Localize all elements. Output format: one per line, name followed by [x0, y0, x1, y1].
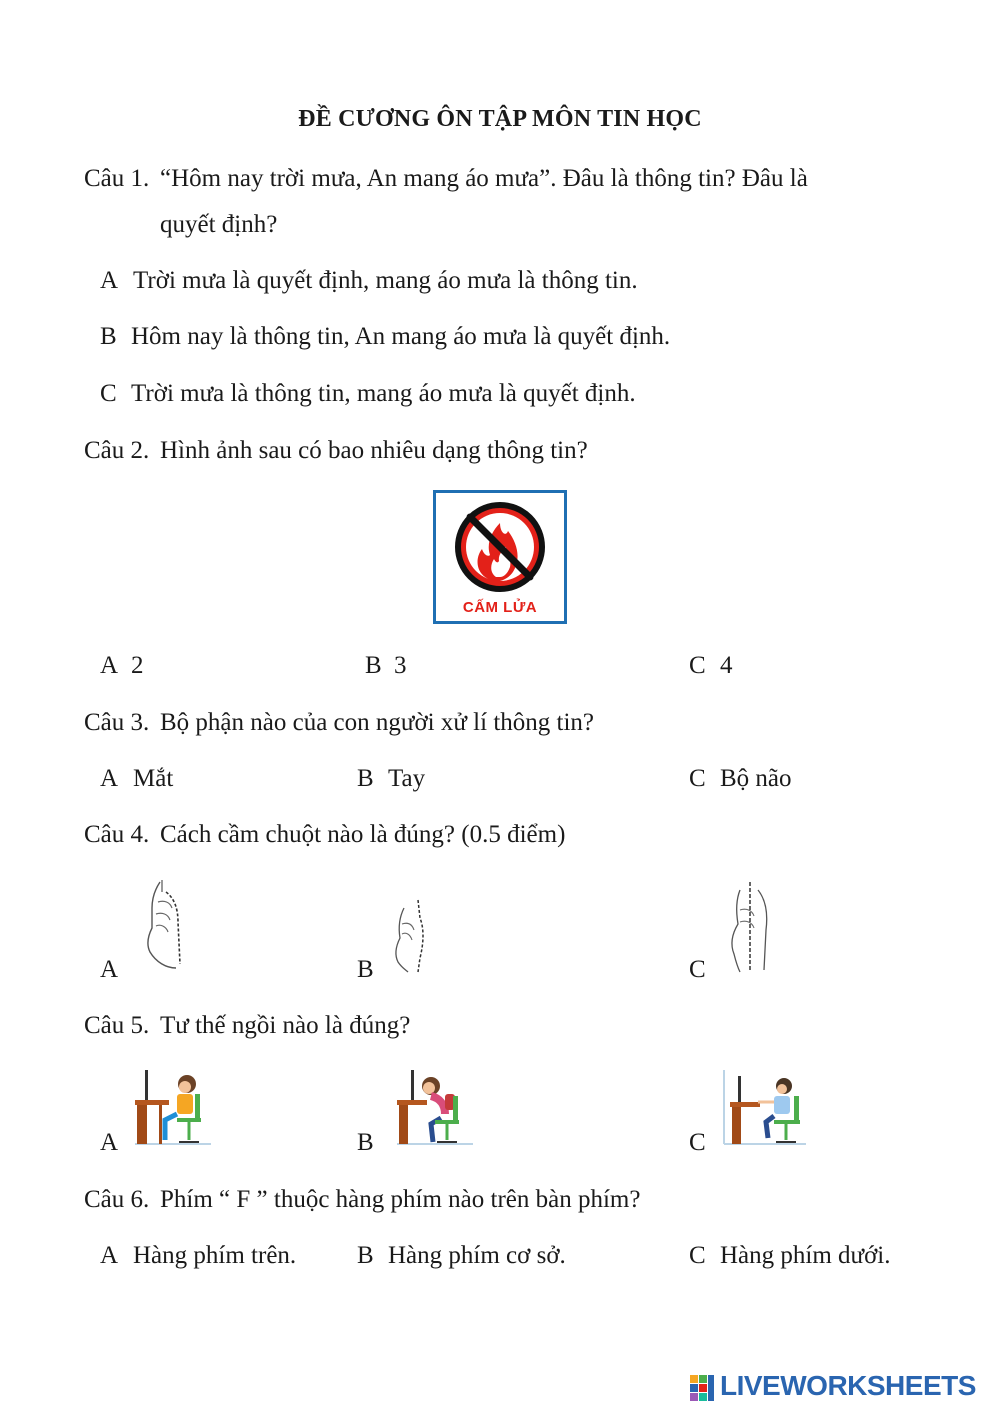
no-fire-sign: [433, 490, 567, 624]
q6-option-b-text[interactable]: Hàng phím cơ sở.: [388, 1242, 566, 1269]
q4-number: Câu 4.: [84, 821, 150, 848]
q6-option-c-text[interactable]: Hàng phím dưới.: [720, 1242, 891, 1269]
hand-mouse-c-icon: [726, 880, 774, 974]
q6-text: Phím “ F ” thuộc hàng phím nào trên bàn phím?: [160, 1186, 641, 1213]
q2-option-a-letter[interactable]: A: [100, 652, 119, 679]
liveworksheets-brand: LIVEWORKSHEETS: [720, 1370, 976, 1401]
liveworksheets-logo[interactable]: [690, 1370, 990, 1403]
q1-number: Câu 1.: [84, 165, 150, 192]
q1-option-c-text[interactable]: Trời mưa là thông tin, mang áo mưa là quyết định.: [131, 380, 636, 407]
q2-text: Hình ảnh sau có bao nhiêu dạng thông tin?: [160, 437, 588, 464]
q6-number: Câu 6.: [84, 1186, 150, 1213]
q3-option-a-text[interactable]: Mắt: [133, 765, 174, 792]
hand-mouse-a-icon: [140, 878, 196, 972]
q3-number: Câu 3.: [84, 709, 150, 736]
sitting-posture-c-icon: [722, 1068, 808, 1148]
q3-option-b-letter[interactable]: B: [357, 765, 374, 792]
q5-option-b-letter[interactable]: B: [357, 1129, 374, 1156]
q1-option-a-letter[interactable]: A: [100, 267, 119, 294]
q3-text: Bộ phận nào của con người xử lí thông tin?: [160, 709, 594, 736]
q6-option-c-letter[interactable]: C: [689, 1242, 706, 1269]
q5-number: Câu 5.: [84, 1012, 150, 1039]
sign-label: CẤM LỬA: [462, 599, 538, 616]
q3-option-c-letter[interactable]: C: [689, 765, 706, 792]
q2-number: Câu 2.: [84, 437, 150, 464]
q4-option-c-letter[interactable]: C: [689, 956, 706, 983]
q3-option-b-text[interactable]: Tay: [388, 765, 426, 792]
q4-option-a-letter[interactable]: A: [100, 956, 119, 983]
q1-option-b-letter[interactable]: B: [100, 323, 117, 350]
q1-option-c-letter[interactable]: C: [100, 380, 117, 407]
q1-option-a-text[interactable]: Trời mưa là quyết định, mang áo mưa là thông tin.: [133, 267, 638, 294]
q4-option-b-letter[interactable]: B: [357, 956, 374, 983]
q3-option-c-text[interactable]: Bộ não: [720, 765, 792, 792]
q1-text: “Hôm nay trời mưa, An mang áo mưa”. Đâu là thông tin? Đâu là: [160, 165, 808, 192]
q5-text: Tư thế ngồi nào là đúng?: [160, 1012, 411, 1039]
q2-option-b-letter[interactable]: B: [365, 652, 382, 679]
liveworksheets-logo-icon: [690, 1375, 716, 1401]
q6-option-a-text[interactable]: Hàng phím trên.: [133, 1242, 297, 1269]
q5-option-a-letter[interactable]: A: [100, 1129, 119, 1156]
q3-option-a-letter[interactable]: A: [100, 765, 119, 792]
page-title: ĐỀ CƯƠNG ÔN TẬP MÔN TIN HỌC: [298, 106, 702, 132]
sitting-posture-b-icon: [395, 1068, 475, 1148]
q1-text-cont: quyết định?: [160, 211, 278, 238]
sitting-posture-a-icon: [133, 1068, 213, 1148]
q2-option-c-text[interactable]: 4: [720, 652, 733, 679]
q6-option-a-letter[interactable]: A: [100, 1242, 119, 1269]
q5-option-c-letter[interactable]: C: [689, 1129, 706, 1156]
hand-mouse-b-icon: [390, 898, 434, 974]
q4-text: Cách cầm chuột nào là đúng? (0.5 điểm): [160, 821, 566, 848]
q2-option-b-text[interactable]: 3: [394, 652, 407, 679]
q1-option-b-text[interactable]: Hôm nay là thông tin, An mang áo mưa là quyết định.: [131, 323, 671, 350]
q6-option-b-letter[interactable]: B: [357, 1242, 374, 1269]
q2-option-c-letter[interactable]: C: [689, 652, 706, 679]
q2-option-a-text[interactable]: 2: [131, 652, 144, 679]
